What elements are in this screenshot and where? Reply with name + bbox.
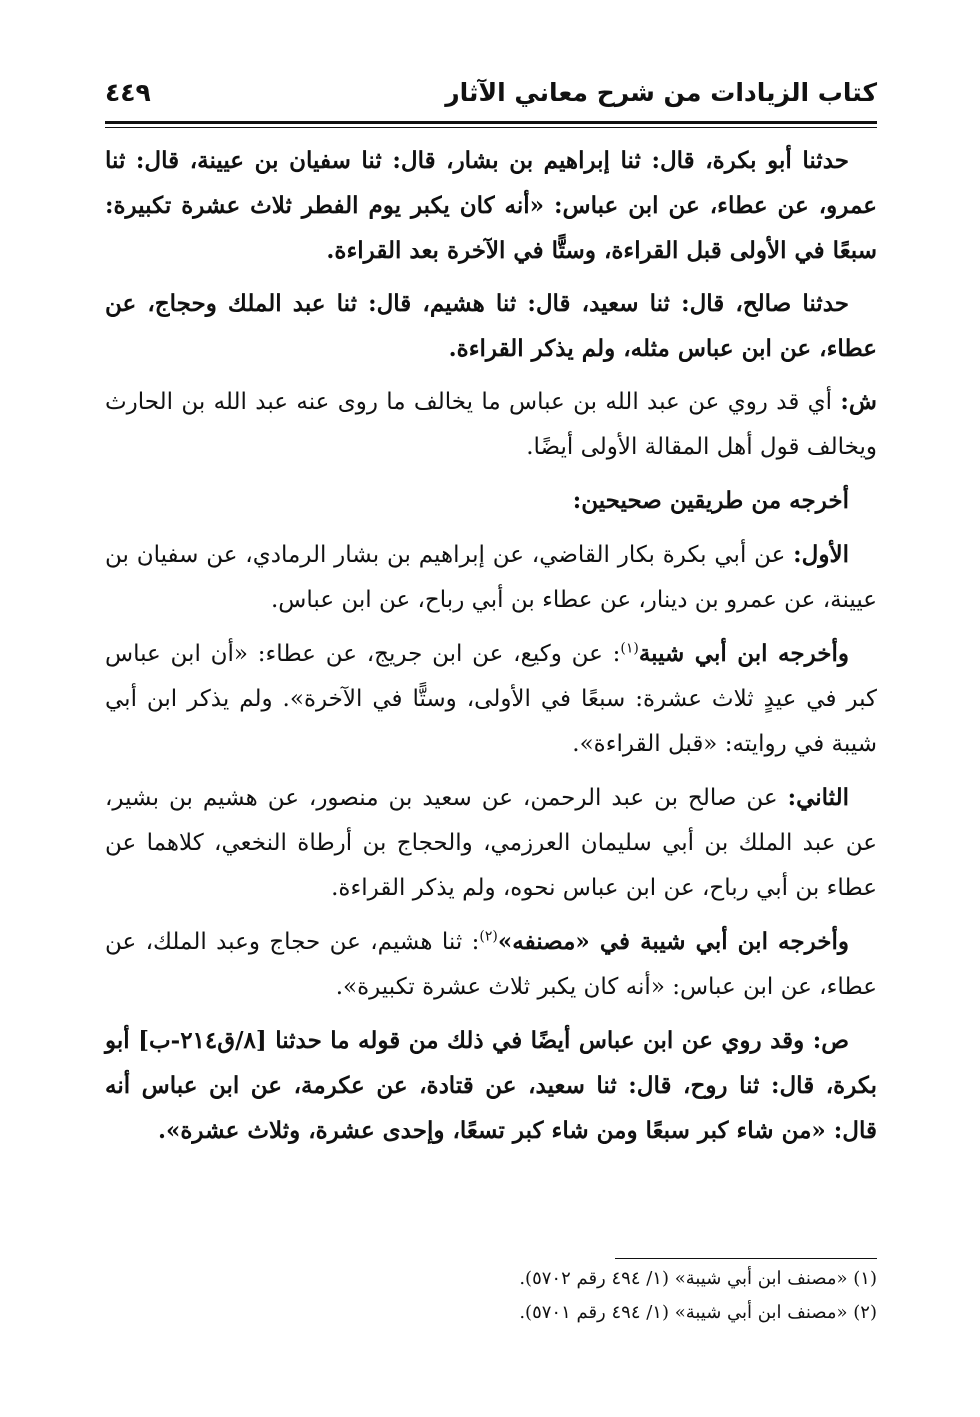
paragraph-lead: الأول: (793, 541, 849, 568)
paragraph-6 (105, 631, 877, 767)
paragraph-lead: ش: (840, 388, 877, 415)
paragraph-1 (105, 138, 877, 273)
main-text (105, 138, 877, 1161)
page-number: ٤٤٩ (105, 78, 151, 107)
footnote-2: (٢) «مصنف ابن أبي شيبة» (١/ ٤٩٤ رقم ٥٧٠١). (519, 1302, 877, 1323)
paragraph-3 (105, 379, 877, 470)
paragraph-lead: الثاني: (787, 784, 850, 811)
paragraph-lead: وأخرجه ابن أبي شيبة في «مصنفه» (497, 928, 850, 955)
paragraph-text: عن أبي بكرة بكار القاضي، عن إبراهيم بن بشار الرمادي، عن سفيان بن عيينة، عن عمرو بن دينار، عن عطاء بن أبي رباح، عن ابن عباس. (105, 542, 877, 613)
paragraph-4 (105, 478, 877, 524)
footnote-marker[interactable]: (٢) (479, 928, 498, 945)
paragraph-9 (105, 1018, 877, 1153)
paragraph-text: وقد روي عن ابن عباس أيضًا في ذلك من قوله ما حدثنا [٨/ق٢١٤-ب] أبو بكرة، قال: ثنا روح، قال: ثنا سعيد، عن قتادة، عن عكرمة، عن ابن عباس أنه قال: «من شاء كبر سبعًا ومن شاء كبر تسعًا، وإحدى عشرة، وثلاث عشرة». (105, 1027, 877, 1144)
header-rule (105, 121, 877, 124)
paragraph-text: : عن وكيع، عن ابن جريج، عن عطاء: «أن ابن عباس كبر في عيدٍ ثلاث عشرة: سبعًا في الأولى، وستًّا في الآخرة». ولم يذكر ابن أبي شيبة في روايته: «قبل القراءة». (105, 641, 877, 757)
paragraph-text: أي قد روي عن عبد الله بن عباس ما يخالف ما روى عنه عبد الله بن الحارث ويخالف قول أهل المقالة الأولى أيضًا. (105, 389, 877, 460)
paragraph-lead: أخرجه من طريقين صحيحين: (572, 487, 849, 514)
paragraph-7 (105, 775, 877, 911)
paragraph-text: حدثنا أبو بكرة، قال: ثنا إبراهيم بن بشار، قال: ثنا سفيان بن عيينة، قال: ثنا عمرو، عن عطاء، عن ابن عباس: «أنه كان يكبر يوم الفطر ثلاث عشرة تكبيرة: سبعًا في الأولى قبل القراءة، وستًّا في الآخرة بعد القراءة. (105, 147, 877, 264)
paragraph-text: حدثنا صالح، قال: ثنا سعيد، قال: ثنا هشيم، قال: ثنا عبد الملك وحجاج، عن عطاء، عن ابن عباس مثله، ولم يذكر القراءة. (105, 290, 877, 362)
footnote-marker[interactable]: (١) (620, 640, 639, 657)
header-rule-thin (105, 127, 877, 128)
paragraph-5 (105, 532, 877, 623)
paragraph-text: عن صالح بن عبد الرحمن، عن سعيد بن منصور، عن هشيم بن بشير، عن عبد الملك بن أبي سليمان العرزمي، والحجاج بن أرطاة النخعي، كلاهما عن عطاء بن أبي رباح، عن ابن عباس نحوه، ولم يذكر القراءة. (105, 785, 877, 901)
page-header (105, 72, 877, 118)
footnote-1: (١) «مصنف ابن أبي شيبة» (١/ ٤٩٤ رقم ٥٧٠٢). (519, 1268, 877, 1289)
footnotes (105, 1262, 877, 1330)
paragraph-8 (105, 919, 877, 1010)
paragraph-lead: وأخرجه ابن أبي شيبة (638, 640, 849, 667)
paragraph-text: : ثنا هشيم، عن حجاج وعبد الملك، عن عطاء، عن ابن عباس: «أنه كان يكبر ثلاث عشرة تكبيرة». (105, 929, 877, 1000)
running-title: كتاب الزيادات من شرح معاني الآثار (445, 78, 877, 107)
footnote-rule (615, 1258, 877, 1259)
paragraph-2 (105, 281, 877, 371)
paragraph-lead: ص: (812, 1027, 850, 1054)
